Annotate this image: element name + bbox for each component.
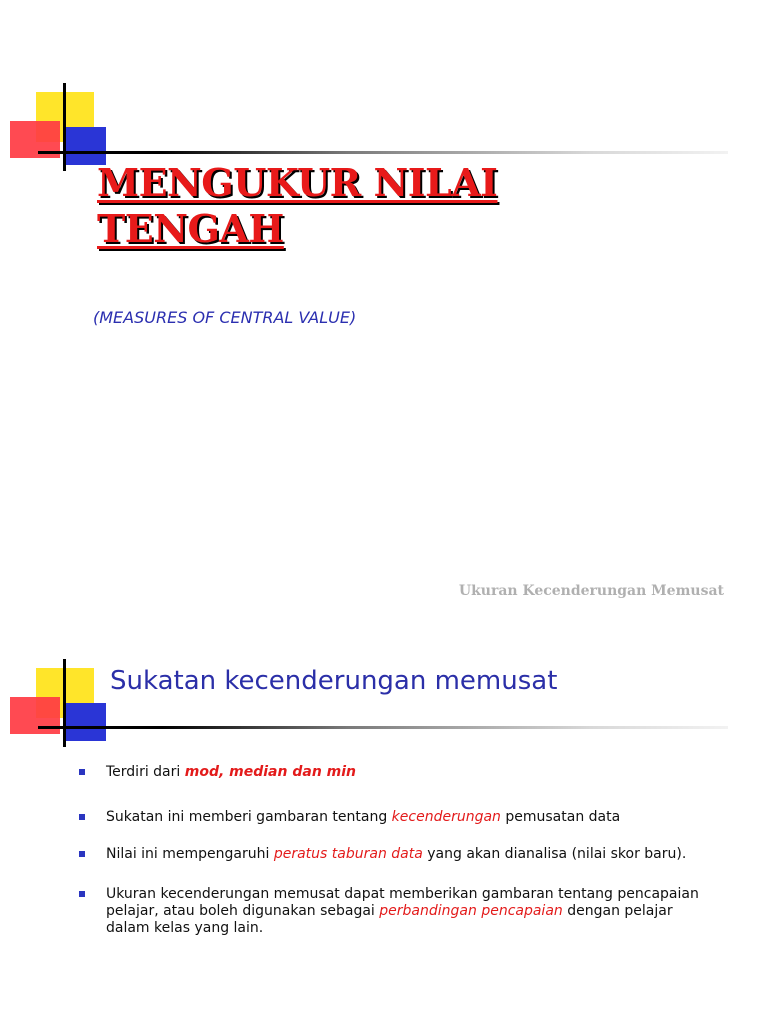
- footer-note: Ukuran Kecenderungan Memusat: [458, 583, 724, 599]
- bullet-text: Terdiri dari: [106, 764, 185, 780]
- bullet-text-after: pemusatan data: [500, 809, 621, 825]
- bullet-highlight: mod, median dan min: [184, 764, 357, 780]
- list-item: [78, 764, 718, 781]
- blue-square: [66, 703, 106, 741]
- slide-2: [0, 512, 768, 1024]
- vertical-rule: [63, 83, 66, 171]
- list-item: [78, 846, 718, 863]
- title-line-2: TENGAH: [97, 206, 284, 251]
- square-bullet-icon: [79, 891, 85, 897]
- title-line-1: MENGUKUR NILAI: [97, 160, 498, 205]
- slide-2-title: Sukatan kecenderungan memusat: [110, 666, 558, 696]
- bullet-text-after: yang akan dianalisa (nilai skor baru).: [422, 846, 687, 862]
- bullet-text: Ukuran kecenderungan memusat dapat memberikan gambaran tentang pencapaian pelajar, atau boleh digunakan sebagai: [106, 886, 699, 919]
- list-item: [78, 809, 718, 826]
- bullet-text: Nilai ini mempengaruhi: [106, 846, 274, 862]
- horizontal-rule: [38, 151, 728, 154]
- bullet-highlight: peratus taburan data: [273, 846, 423, 862]
- square-bullet-icon: [79, 769, 85, 775]
- vertical-rule: [63, 659, 66, 747]
- square-bullet-icon: [79, 814, 85, 820]
- bullet-list: [78, 764, 718, 937]
- slide-1-title: [97, 160, 497, 252]
- corner-decoration: [0, 512, 768, 752]
- square-bullet-icon: [79, 851, 85, 857]
- horizontal-rule: [38, 726, 728, 729]
- list-item: [78, 886, 718, 937]
- bullet-text: Sukatan ini memberi gambaran tentang: [106, 809, 392, 825]
- bullet-highlight: perbandingan pencapaian: [379, 903, 563, 919]
- slide-1-subtitle: (MEASURES OF CENTRAL VALUE): [93, 308, 357, 327]
- bullet-highlight: kecenderungan: [391, 809, 501, 825]
- bullet-text-after: dengan pelajar dalam kelas yang lain.: [106, 903, 673, 936]
